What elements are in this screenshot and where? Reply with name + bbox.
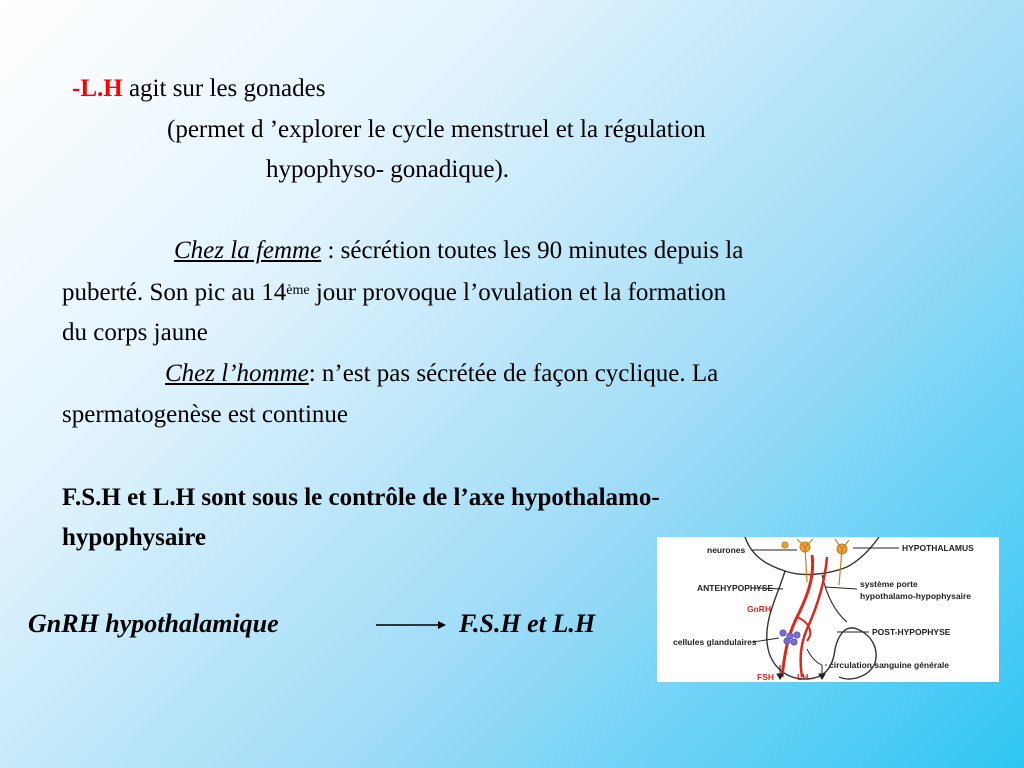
puberte-text-a: puberté. Son pic au 14 [62,279,287,306]
puberte-text-b: jour provoque l’ovulation et la formation [309,279,727,306]
label-lh: LH [797,672,809,682]
label-fsh: FSH [757,672,774,682]
neurones-icon [782,542,847,554]
sperm-line: spermatogenèse est continue [62,401,349,428]
arrow-icon [376,618,446,632]
lh-dash: - [72,75,81,102]
hypophysis-diagram [657,537,999,682]
homme-label: Chez l’homme [165,360,309,387]
lh-line [72,74,325,104]
label-neurones: neurones [707,545,746,555]
label-hypothalamus: HYPOTHALAMUS [902,543,974,553]
femme-line [174,236,743,266]
homme-text: : n’est pas sécrétée de façon cyclique. La [308,360,719,387]
homme-line [165,359,718,389]
fsh-lh-heading-1: F.S.H et L.H sont sous le contrôle de l’axe hypothalamo- [62,484,660,511]
label-circulation: circulation sanguine générale [829,660,949,670]
permet-line-1: (permet d ’explorer le cycle menstruel et la régulation [167,116,706,143]
corps-jaune-line: du corps jaune [62,319,208,346]
stalk-outline [822,575,847,622]
label-post-hypophyse: POST-HYPOPHYSE [872,627,951,637]
label-antehypophyse: ANTEHYPOPHYSE [697,583,774,593]
label-systeme-porte-1: système porte [860,579,918,589]
permet-line-2: hypophyso- gonadique). [266,156,510,183]
gnrh-label: GnRH hypothalamique [28,609,279,638]
label-gnrh: GnRH [747,604,772,614]
puberte-line [62,278,726,308]
femme-label: Chez la femme [174,237,322,264]
label-systeme-porte-2: hypothalamo-hypophysaire [860,591,971,601]
lh-text: agit sur les gonades [122,75,326,102]
fsh-lh-heading-2: hypophysaire [62,524,207,551]
fsh-lh-result: F.S.H et L.H [459,609,596,638]
puberte-sup: ème [286,283,310,298]
label-cellules: cellules glandulaires [673,637,757,647]
lh-label: L.H [80,75,123,102]
femme-text: : sécrétion toutes les 90 minutes depuis la [321,237,744,264]
